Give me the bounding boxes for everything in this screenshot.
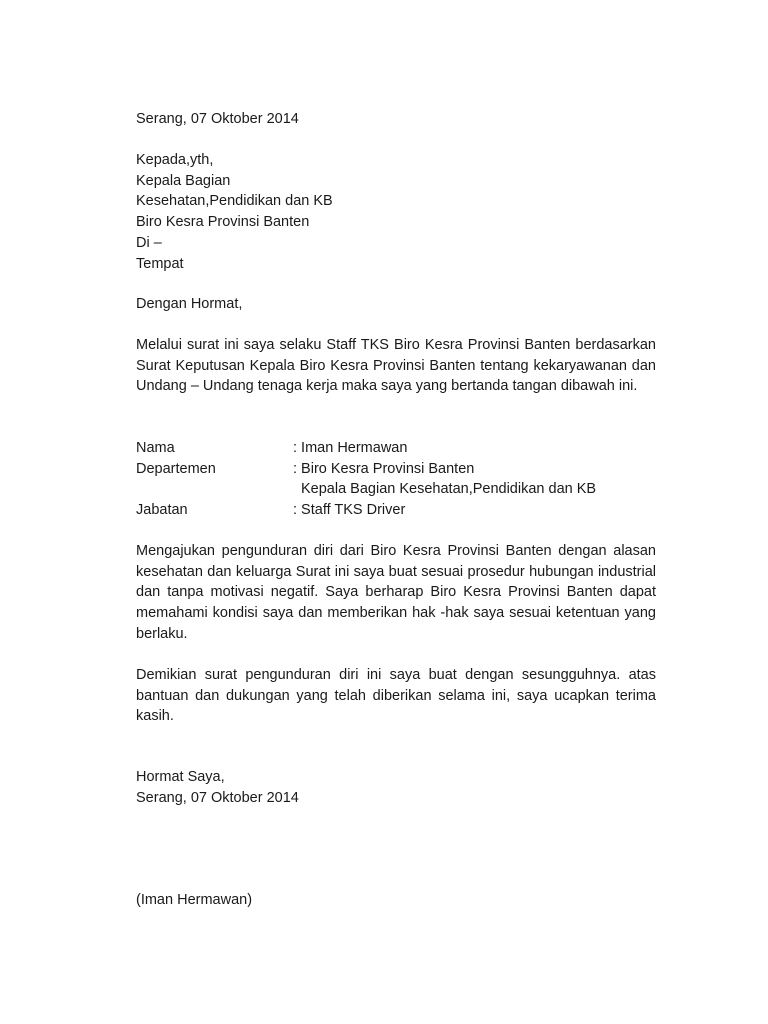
departemen-value: : Biro Kesra Provinsi Banten [293, 460, 475, 477]
signature-block [136, 890, 656, 911]
field-row-jabatan [136, 500, 656, 521]
salutation-text: Dengan Hormat, [136, 296, 243, 312]
jabatan-label: Jabatan [136, 502, 188, 519]
date-line [136, 109, 656, 130]
closing-text: Hormat Saya, [136, 769, 225, 785]
closing-date: Serang, 07 Oktober 2014 [136, 789, 299, 806]
closing-paragraph: Demikian surat pengunduran diri ini saya buat dengan sesungguhnya. atas bantuan dan dukungan yang telah diberikan selama ini, saya ucapkan terima kasih. [136, 667, 656, 725]
signature-name: (Iman Hermawan) [136, 892, 253, 908]
field-row-departemen [136, 459, 656, 480]
jabatan-value: : Staff TKS Driver [293, 502, 406, 519]
date-text: Serang, 07 Oktober 2014 [136, 111, 299, 127]
nama-label: Nama [136, 440, 175, 456]
recipient-line-3: Kesehatan,Pendidikan dan KB [136, 193, 333, 210]
recipient-line-2: Kepala Bagian [136, 172, 231, 189]
departemen-label: Departemen [136, 460, 216, 477]
identity-fields [136, 438, 656, 521]
recipient-line-4: Biro Kesra Provinsi Banten [136, 214, 310, 231]
field-row-nama [136, 438, 656, 459]
recipient-line-6: Tempat [136, 255, 184, 272]
closing-block [136, 767, 656, 808]
nama-value: : Iman Hermawan [293, 440, 408, 456]
recipient-line-5: Di – [136, 234, 162, 251]
body-paragraph: Mengajukan pengunduran diri dari Biro Kesra Provinsi Banten dengan alasan kesehatan dan keluarga Surat ini saya buat sesuai prosedur hubungan industrial dan tanpa motivasi negatif. Saya berharap Biro Kesra Provinsi Banten dapat memahami kondisi saya dan memberikan hak -hak saya sesuai ketentuan yang berlaku. [136, 543, 656, 642]
recipient-block [136, 150, 656, 274]
intro-paragraph: Melalui surat ini saya selaku Staff TKS Biro Kesra Provinsi Banten berdasarkan Surat Keputusan Kepala Biro Kesra Provinsi Banten tentang kekaryawanan dan Undang – Undang tenaga kerja maka saya yang bertanda tangan dibawah ini. [136, 337, 656, 395]
salutation [136, 294, 656, 315]
recipient-line-1: Kepada,yth, [136, 152, 214, 168]
field-row-departemen-cont [136, 479, 656, 500]
departemen-value-continued: Kepala Bagian Kesehatan,Pendidikan dan KB [301, 481, 597, 498]
